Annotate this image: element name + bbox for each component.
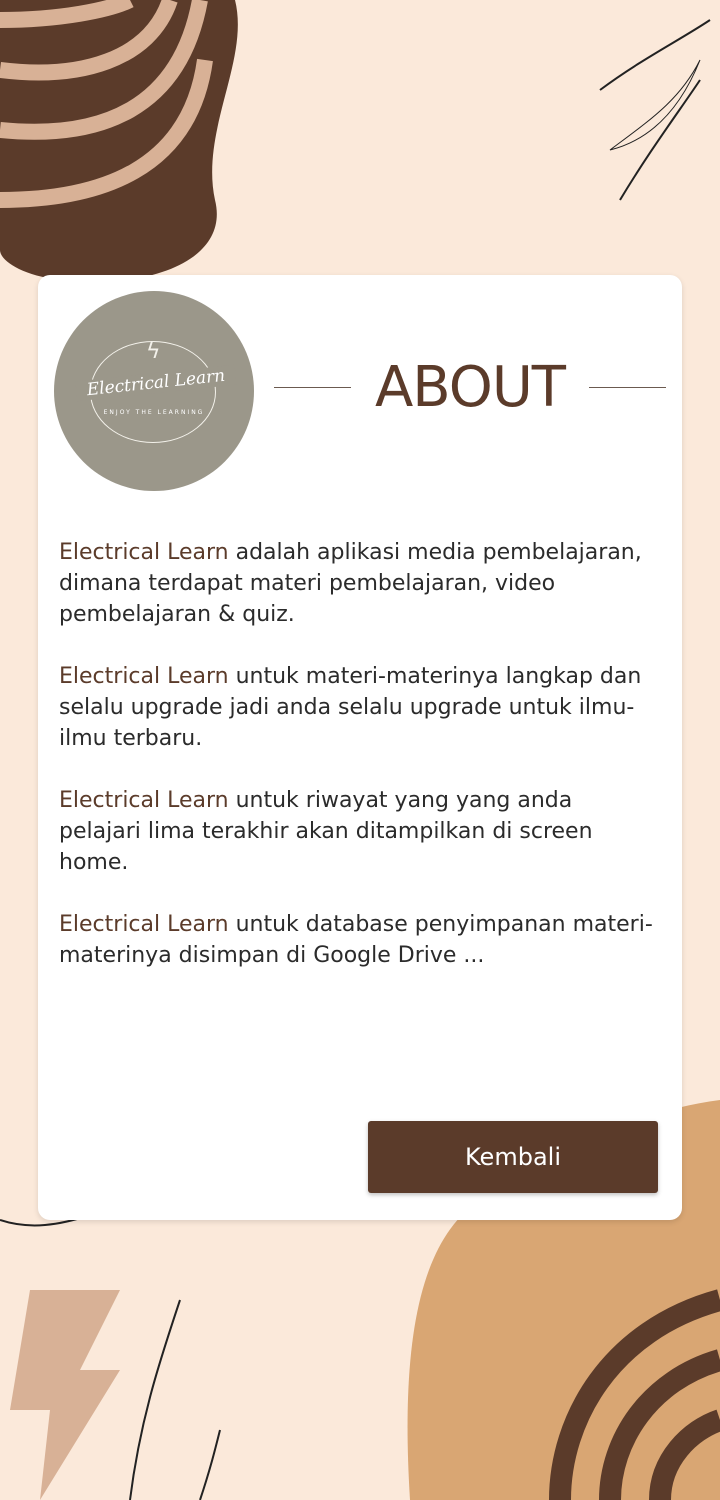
brand-name: Electrical Learn [59, 788, 229, 813]
paragraph [59, 661, 659, 754]
paragraph-text: untuk database penyimpanan materi-materinya disimpan di Google Drive ... [59, 912, 653, 968]
brand-name: Electrical Learn [59, 540, 229, 565]
paragraph [59, 537, 659, 630]
brand-name: Electrical Learn [59, 912, 229, 937]
lightning-icon: ϟ [146, 339, 161, 364]
logo-tagline: ENJOY THE LEARNING [103, 409, 205, 416]
title-row [274, 355, 666, 420]
back-button[interactable]: Kembali [368, 1121, 658, 1193]
app-logo [54, 291, 254, 491]
brand-name: Electrical Learn [59, 664, 229, 689]
about-card [38, 275, 682, 1220]
paragraph-text: adalah aplikasi media pembelajaran, dimana terdapat materi pembelajaran, video pembelajaran & quiz. [59, 540, 642, 627]
paragraph-text: untuk materi-materinya langkap dan selalu upgrade jadi anda selalu upgrade untuk ilmu-ilmu terbaru. [59, 664, 642, 751]
page-title: ABOUT [375, 355, 566, 420]
divider [589, 387, 666, 388]
divider [274, 387, 351, 388]
logo-name: Electrical Learn [75, 365, 236, 402]
paragraph [59, 785, 659, 878]
paragraph [59, 909, 659, 971]
about-text [59, 537, 659, 1002]
paragraph-text: untuk riwayat yang yang anda pelajari lima terakhir akan ditampilkan di screen home. [59, 788, 593, 875]
